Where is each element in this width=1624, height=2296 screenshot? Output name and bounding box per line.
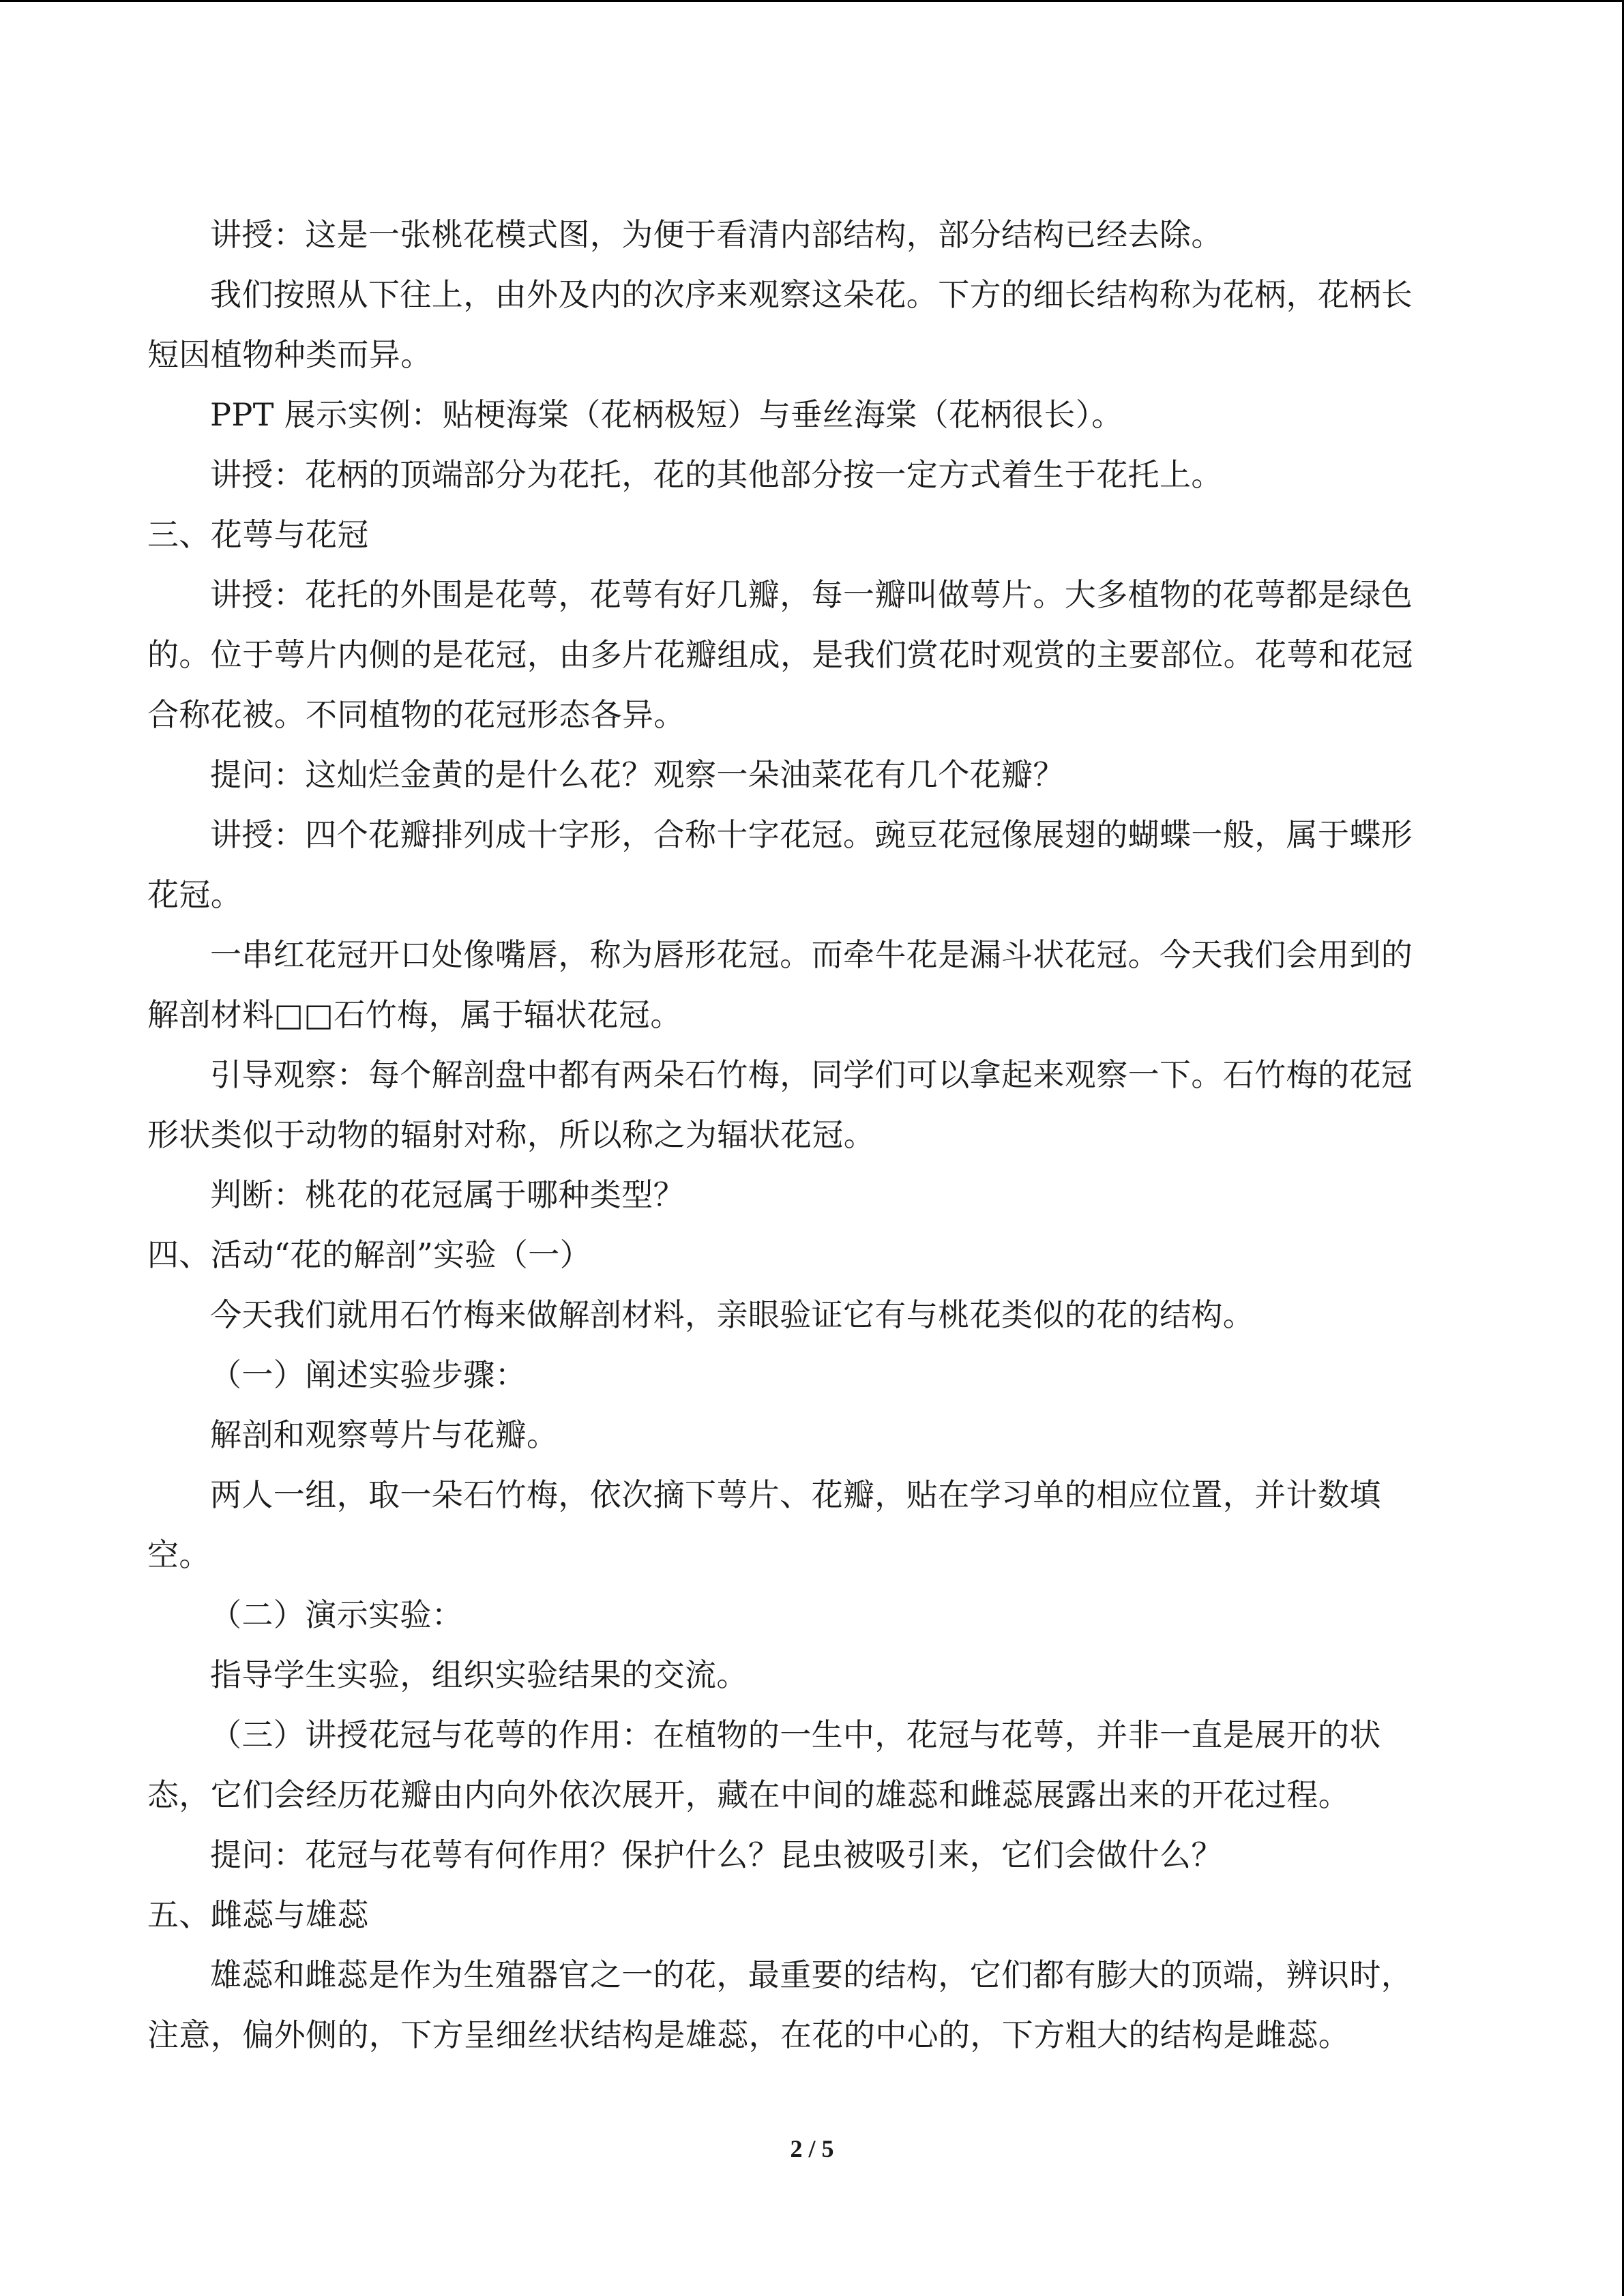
paragraph-line: 花冠。 [147, 876, 243, 913]
paragraph-line: 解剖和观察萼片与花瓣。 [210, 1416, 559, 1453]
paragraph-line: 我们按照从下往上，由外及内的次序来观察这朵花。下方的细长结构称为花柄，花柄长 [210, 276, 1413, 313]
paragraph-line: 指导学生实验，组织实验结果的交流。 [210, 1656, 748, 1693]
section-heading: 五、雌蕊与雄蕊 [147, 1896, 369, 1933]
paragraph-line: 解剖材料□□石竹梅，属于辐状花冠。 [147, 996, 682, 1033]
paragraph-line: 讲授：四个花瓣排列成十字形，合称十字花冠。豌豆花冠像展翅的蝴蝶一般，属于蝶形 [210, 816, 1413, 853]
paragraph-line: （三）讲授花冠与花萼的作用：在植物的一生中，花冠与花萼，并非一直是展开的状 [210, 1716, 1381, 1753]
paragraph-line: 讲授：花托的外围是花萼，花萼有好几瓣，每一瓣叫做萼片。大多植物的花萼都是绿色 [210, 576, 1413, 613]
paragraph-line: 的。位于萼片内侧的是花冠，由多片花瓣组成，是我们赏花时观赏的主要部位。花萼和花冠 [147, 636, 1413, 673]
paragraph-line: 空。 [147, 1536, 211, 1573]
paragraph-line: 判断：桃花的花冠属于哪种类型？ [210, 1176, 685, 1213]
page-number: 2 / 5 [790, 2135, 834, 2162]
paragraph-line: （二）演示实验： [210, 1596, 464, 1633]
paragraph-line: 注意，偏外侧的，下方呈细丝状结构是雄蕊，在花的中心的，下方粗大的结构是雌蕊。 [147, 2016, 1350, 2053]
paragraph-line: 引导观察：每个解剖盘中都有两朵石竹梅，同学们可以拿起来观察一下。石竹梅的花冠 [210, 1056, 1413, 1093]
paragraph-line: PPT 展示实例：贴梗海棠（花柄极短）与垂丝海棠（花柄很长）。 [210, 396, 1123, 433]
paragraph-line: （一）阐述实验步骤： [210, 1356, 527, 1393]
paragraph-line: 形状类似于动物的辐射对称，所以称之为辐状花冠。 [147, 1116, 876, 1153]
paragraph-line: 讲授：花柄的顶端部分为花托，花的其他部分按一定方式着生于花托上。 [210, 456, 1223, 493]
paragraph-line: 雄蕊和雌蕊是作为生殖器官之一的花，最重要的结构，它们都有膨大的顶端，辨识时， [210, 1956, 1413, 1993]
paragraph-line: 两人一组，取一朵石竹梅，依次摘下萼片、花瓣，贴在学习单的相应位置，并计数填 [210, 1476, 1381, 1513]
paragraph-line: 讲授：这是一张桃花模式图，为便于看清内部结构，部分结构已经去除。 [210, 216, 1223, 253]
paragraph-line: 态，它们会经历花瓣由内向外依次展开，藏在中间的雄蕊和雌蕊展露出来的开花过程。 [147, 1776, 1350, 1813]
paragraph-line: 今天我们就用石竹梅来做解剖材料，亲眼验证它有与桃花类似的花的结构。 [210, 1296, 1255, 1333]
paragraph-line: 一串红花冠开口处像嘴唇，称为唇形花冠。而牵牛花是漏斗状花冠。今天我们会用到的 [210, 936, 1413, 973]
paragraph-line: 提问：这灿烂金黄的是什么花？观察一朵油菜花有几个花瓣？ [210, 756, 1065, 793]
top-border-rule [0, 0, 1624, 2]
section-heading: 四、活动“花的解剖”实验（一） [147, 1236, 592, 1273]
paragraph-line: 短因植物种类而异。 [147, 336, 432, 373]
document-body [147, 205, 1460, 2065]
paragraph-line: 合称花被。不同植物的花冠形态各异。 [147, 696, 685, 733]
paragraph-line: 提问：花冠与花萼有何作用？保护什么？昆虫被吸引来，它们会做什么？ [210, 1836, 1223, 1873]
section-heading: 三、花萼与花冠 [147, 516, 369, 553]
